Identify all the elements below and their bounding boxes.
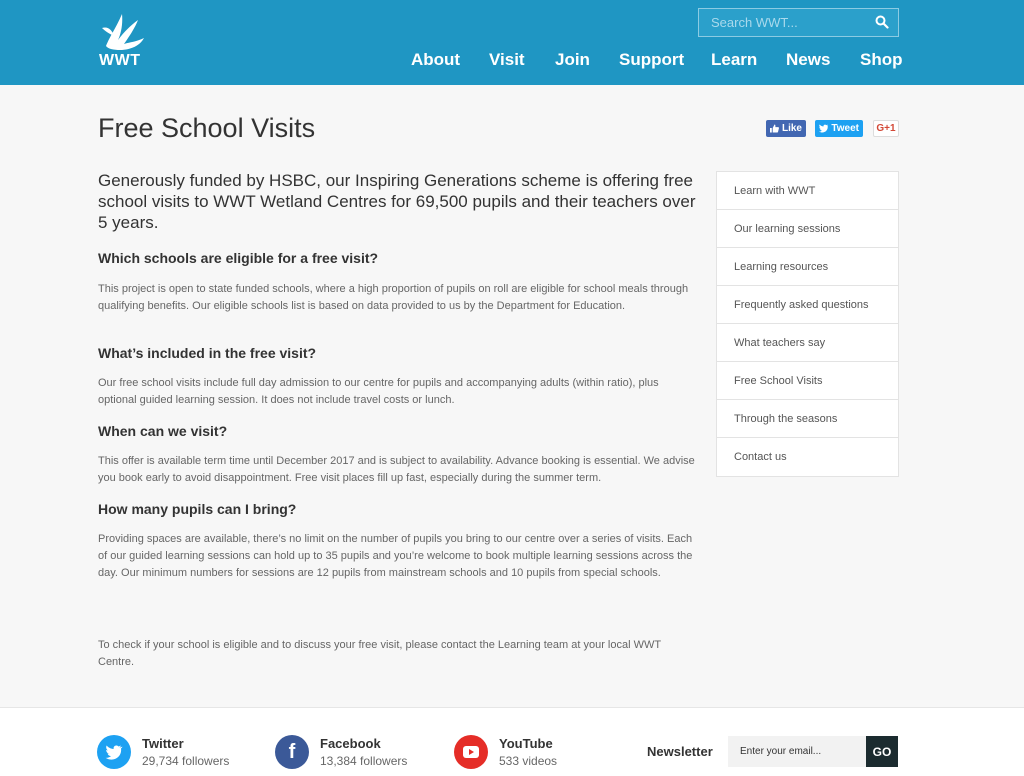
- nav-news[interactable]: News: [786, 50, 831, 69]
- search-input[interactable]: [699, 9, 869, 36]
- gplus-label: G+1: [876, 123, 896, 134]
- section-body: This project is open to state funded schools, where a high proportion of pupils on roll are eligible for school meals through qualifying benefits. Our eligible schools list is based on data provided to us by the Department for Education.: [98, 283, 689, 312]
- nav-shop[interactable]: Shop: [860, 50, 903, 69]
- twitter-icon: [97, 735, 131, 769]
- nav-learn[interactable]: Learn: [711, 50, 758, 69]
- thumbs-up-icon: [770, 124, 779, 133]
- sidebar-item-free-school-visits[interactable]: Free School Visits: [717, 362, 898, 400]
- closing-paragraph: To check if your school is eligible and to discuss your free visit, please contact the Learning team at your local WWT Centre.: [98, 639, 661, 668]
- section-heading: How many pupils can I bring?: [98, 501, 297, 517]
- sidebar-item-learning-sessions[interactable]: Our learning sessions: [717, 210, 898, 248]
- section-heading: What’s included in the free visit?: [98, 345, 317, 361]
- nav-about[interactable]: About: [411, 50, 461, 69]
- twitter-bird-icon: [819, 124, 828, 133]
- section-heading: Which schools are eligible for a free visit?: [98, 250, 379, 266]
- youtube-icon: [454, 735, 488, 769]
- tweet-label: Tweet: [831, 123, 859, 134]
- sidebar-item-teachers-say[interactable]: What teachers say: [717, 324, 898, 362]
- nav-support[interactable]: Support: [619, 50, 685, 69]
- google-plus-button[interactable]: [873, 120, 899, 137]
- search-icon[interactable]: [875, 15, 889, 29]
- section-body: Providing spaces are available, there’s no limit on the number of pupils you bring to our centre over a series of visits. Each of our guided learning sessions can hold up to 35 pupils and you’re welcome to book multiple learning sessions across the day. Our minimum numbers for sessions are 12 pupils from mainstream schools and 10 pupils from special schools.: [98, 533, 693, 579]
- intro-paragraph: Generously funded by HSBC, our Inspiring Generations scheme is offering free school visits to WWT Wetland Centres for 69,500 pupils and their teachers over 5 years.: [98, 171, 696, 232]
- section-heading: When can we visit?: [98, 423, 228, 439]
- newsletter-email-input[interactable]: [728, 736, 867, 767]
- section-body: Our free school visits include full day admission to our centre for pupils and accompanying adults (within ratio), plus optional guided learning session. It does not include travel costs or lunch.: [98, 377, 659, 406]
- social-count: 29,734 followers: [142, 754, 230, 768]
- site-header: [0, 0, 1024, 85]
- site-footer: [0, 707, 1024, 776]
- page-title: Free School Visits: [98, 113, 316, 143]
- section-body: This offer is available term time until December 2017 and is subject to availability. Advance booking is essential. We advise you book early to avoid disappointment. Free visit places fill up fast, especially during the summer term.: [98, 455, 695, 484]
- social-name: Twitter: [142, 736, 184, 751]
- main-nav: [0, 50, 1024, 72]
- social-count: 13,384 followers: [320, 754, 408, 768]
- facebook-like-button[interactable]: [766, 120, 806, 137]
- like-label: Like: [781, 123, 802, 134]
- nav-visit[interactable]: Visit: [489, 50, 525, 69]
- search-box: [698, 8, 899, 37]
- sidebar-item-faq[interactable]: Frequently asked questions: [717, 286, 898, 324]
- facebook-icon: f: [275, 735, 309, 769]
- sidebar-item-through-seasons[interactable]: Through the seasons: [717, 400, 898, 438]
- logo-text[interactable]: WWT: [99, 52, 141, 69]
- sidebar-item-learning-resources[interactable]: Learning resources: [717, 248, 898, 286]
- sidebar-item-contact-us[interactable]: Contact us: [734, 451, 787, 463]
- main-content: [98, 170, 698, 233]
- sidebar-nav: [716, 171, 899, 477]
- social-name: YouTube: [499, 736, 553, 751]
- social-count: 533 videos: [499, 754, 558, 768]
- newsletter-label: Newsletter: [647, 744, 713, 759]
- social-name: Facebook: [320, 736, 381, 751]
- sidebar-item-learn-with-wwt[interactable]: Learn with WWT: [717, 172, 898, 210]
- tweet-button[interactable]: [815, 120, 863, 137]
- nav-join[interactable]: Join: [555, 50, 590, 69]
- newsletter-go-button[interactable]: GO: [866, 736, 898, 767]
